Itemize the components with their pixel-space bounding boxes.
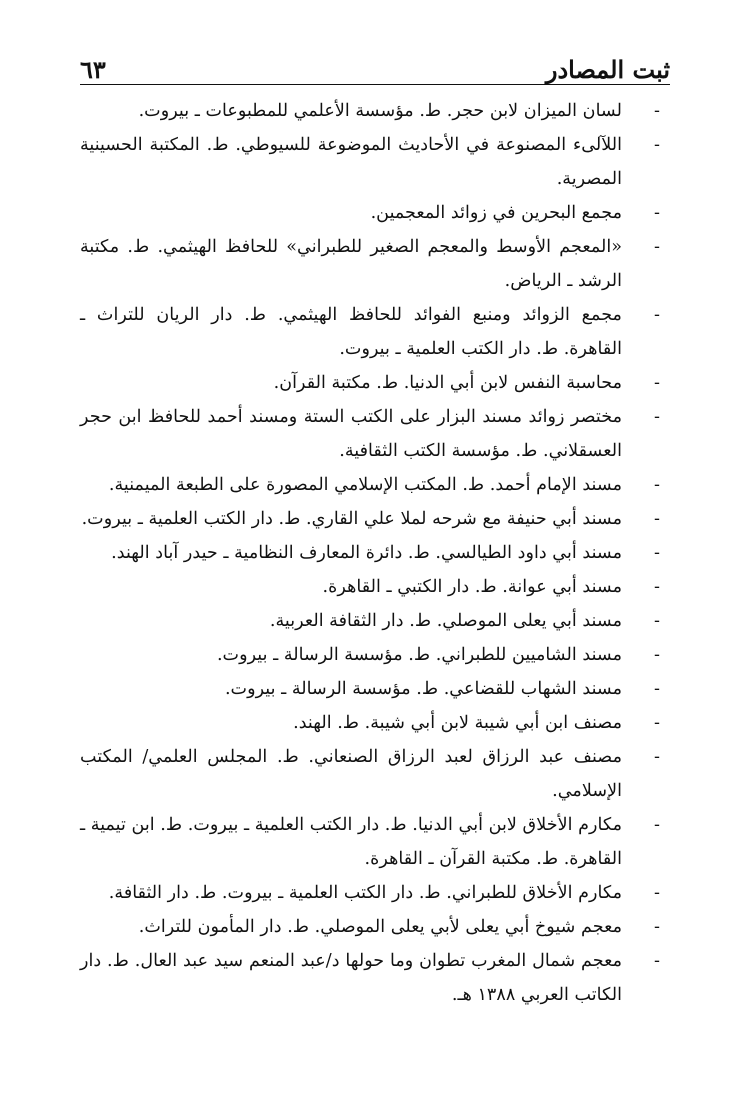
list-dash: -: [654, 509, 660, 529]
list-item: [80, 740, 670, 808]
list-dash: -: [654, 611, 660, 631]
list-item: [80, 944, 670, 1012]
list-dash: -: [654, 951, 660, 971]
list-item: [80, 196, 670, 230]
entry-text: مجمع البحرين في زوائد المعجمين.: [370, 203, 622, 223]
list-item: [80, 400, 670, 468]
entry-text: معجم شيوخ أبي يعلى لأبي يعلى الموصلي. ط. دار المأمون للتراث.: [138, 917, 622, 937]
entry-text: مسند الإمام أحمد. ط. المكتب الإسلامي المصورة على الطبعة الميمنية.: [108, 475, 622, 495]
list-dash: -: [654, 203, 660, 223]
entry-text: محاسبة النفس لابن أبي الدنيا. ط. مكتبة القرآن.: [273, 373, 622, 393]
list-dash: -: [654, 373, 660, 393]
list-dash: -: [654, 135, 660, 155]
list-dash: -: [654, 577, 660, 597]
entry-text: مسند أبي داود الطيالسي. ط. دائرة المعارف النظامية ـ حيدر آباد الهند.: [111, 543, 622, 563]
list-dash: -: [654, 305, 660, 325]
entry-text: «المعجم الأوسط والمعجم الصغير للطبراني» للحافظ الهيثمي. ط. مكتبة الرشد ـ الرياض.: [80, 237, 622, 291]
list-item: [80, 876, 670, 910]
entry-text: مختصر زوائد مسند البزار على الكتب الستة ومسند أحمد للحافظ ابن حجر العسقلاني. ط. مؤسسة الكتب الثقافية.: [80, 407, 622, 461]
list-dash: -: [654, 475, 660, 495]
list-dash: -: [654, 101, 660, 121]
page-header: [80, 44, 670, 84]
entry-text: مجمع الزوائد ومنبع الفوائد للحافظ الهيثمي. ط. دار الريان للتراث ـ القاهرة. ط. دار الكتب العلمية ـ بيروت.: [80, 305, 622, 359]
list-dash: -: [654, 237, 660, 257]
entry-text: مسند الشهاب للقضاعي. ط. مؤسسة الرسالة ـ بيروت.: [224, 679, 622, 699]
list-item: [80, 604, 670, 638]
list-dash: -: [654, 645, 660, 665]
page-number: ٦٣: [80, 55, 106, 84]
entry-text: مصنف ابن أبي شيبة لابن أبي شيبة. ط. الهند.: [293, 713, 622, 733]
bibliography-list: [80, 94, 670, 1012]
list-item: [80, 672, 670, 706]
list-dash: -: [654, 713, 660, 733]
list-dash: -: [654, 679, 660, 699]
list-item: [80, 230, 670, 298]
list-item: [80, 808, 670, 876]
list-item: [80, 298, 670, 366]
list-dash: -: [654, 543, 660, 563]
list-item: [80, 502, 670, 536]
entry-text: لسان الميزان لابن حجر. ط. مؤسسة الأعلمي للمطبوعات ـ بيروت.: [138, 101, 622, 121]
list-item: [80, 706, 670, 740]
list-dash: -: [654, 917, 660, 937]
entry-text: مكارم الأخلاق للطبراني. ط. دار الكتب العلمية ـ بيروت. ط. دار الثقافة.: [108, 883, 622, 903]
list-dash: -: [654, 815, 660, 835]
entry-text: مسند أبي عوانة. ط. دار الكتبي ـ القاهرة.: [322, 577, 622, 597]
entry-text: مسند أبي يعلى الموصلي. ط. دار الثقافة العربية.: [269, 611, 622, 631]
list-item: [80, 94, 670, 128]
entry-text: مسند الشاميين للطبراني. ط. مؤسسة الرسالة ـ بيروت.: [216, 645, 622, 665]
list-item: [80, 128, 670, 196]
entry-text: مسند أبي حنيفة مع شرحه لملا علي القاري. ط. دار الكتب العلمية ـ بيروت.: [81, 509, 622, 529]
list-item: [80, 468, 670, 502]
list-item: [80, 570, 670, 604]
entry-text: مكارم الأخلاق لابن أبي الدنيا. ط. دار الكتب العلمية ـ بيروت. ط. ابن تيمية ـ القاهرة. ط. مكتبة القرآن ـ القاهرة.: [80, 815, 622, 869]
header-rule: [80, 84, 670, 85]
running-title: ثبت المصادر: [545, 55, 670, 84]
list-item: [80, 638, 670, 672]
list-dash: -: [654, 883, 660, 903]
entry-text: مصنف عبد الرزاق لعبد الرزاق الصنعاني. ط. المجلس العلمي/ المكتب الإسلامي.: [80, 747, 622, 801]
list-item: [80, 910, 670, 944]
entry-text: معجم شمال المغرب تطوان وما حولها د/عبد المنعم سيد عبد العال. ط. دار الكاتب العربي ١٣٨٨ هـ.: [80, 951, 622, 1005]
list-item: [80, 366, 670, 400]
list-dash: -: [654, 747, 660, 767]
list-item: [80, 536, 670, 570]
list-dash: -: [654, 407, 660, 427]
entry-text: اللآلىء المصنوعة في الأحاديث الموضوعة للسيوطي. ط. المكتبة الحسينية المصرية.: [80, 135, 622, 189]
